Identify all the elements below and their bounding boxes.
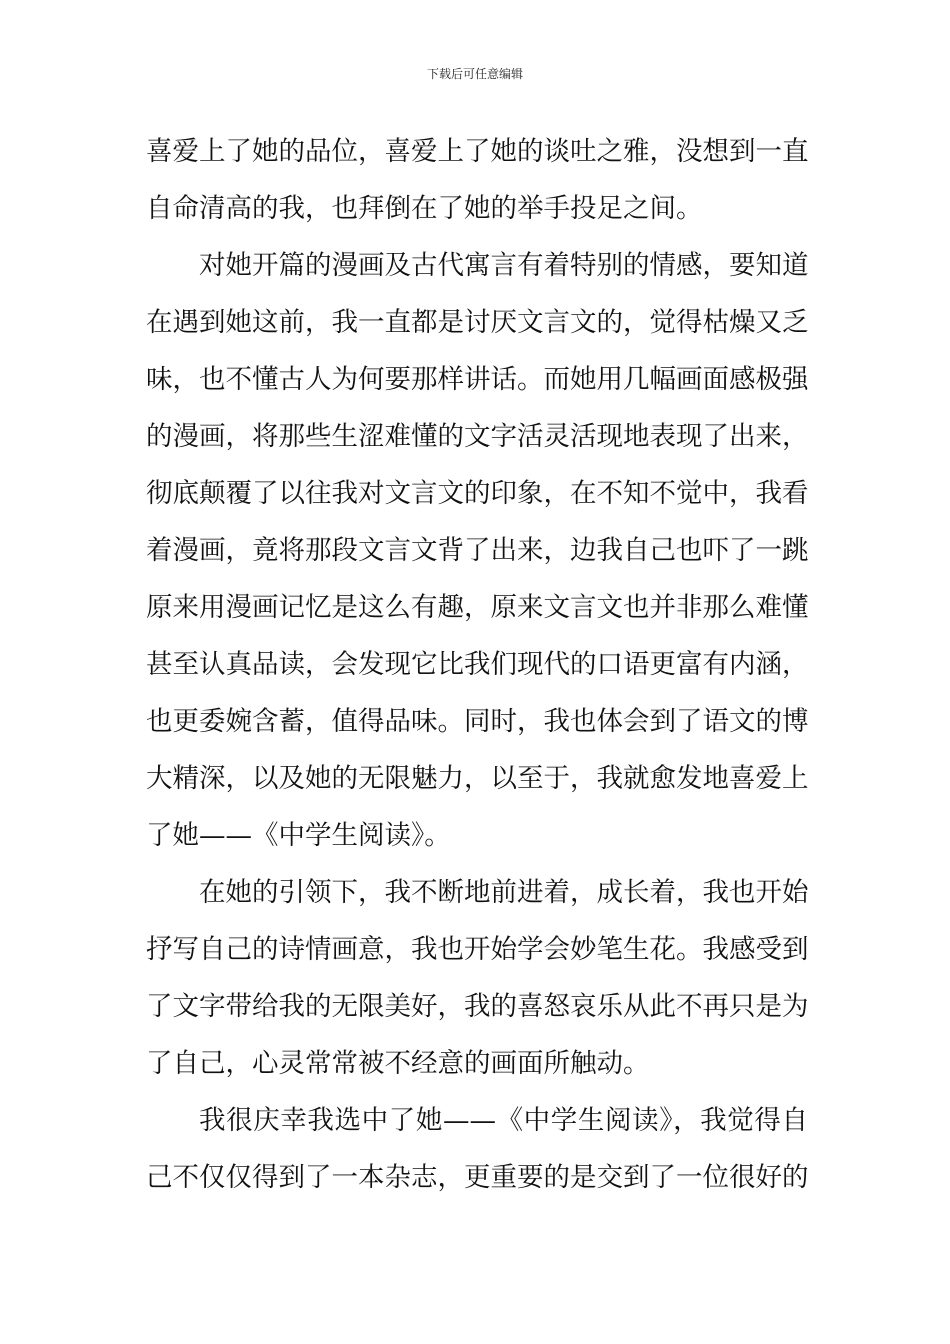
text-line: 自命清高的我，也拜倒在了她的举手投足之间。 [146,193,703,224]
text-line: 着漫画，竟将那段文言文背了出来，边我自己也吓了一跳 [146,535,809,566]
paragraph-first-line: 对她开篇的漫画及古代寓言有着特别的情感，要知道 [199,250,809,281]
text-line: 抒写自己的诗情画意，我也开始学会妙笔生花。我感受到 [146,934,809,965]
text-line: 也更委婉含蓄，值得品味。同时，我也体会到了语文的博 [146,706,809,737]
text-line: 大精深，以及她的无限魅力，以至于，我就愈发地喜爱上 [146,763,809,794]
text-line: 了她——《中学生阅读》。 [146,820,451,851]
text-line: 了文字带给我的无限美好，我的喜怒哀乐从此不再只是为 [146,991,809,1022]
text-line: 彻底颠覆了以往我对文言文的印象，在不知不觉中，我看 [146,478,809,509]
paragraph-first-line: 我很庆幸我选中了她——《中学生阅读》，我觉得自 [199,1105,808,1136]
paragraph-first-line: 在她的引领下，我不断地前进着，成长着，我也开始 [199,877,809,908]
text-line: 原来用漫画记忆是这么有趣，原来文言文也并非那么难懂 [146,592,809,623]
text-line: 味，也不懂古人为何要那样讲话。而她用几幅画面感极强 [146,364,809,395]
text-line: 在遇到她这前，我一直都是讨厌文言文的，觉得枯燥又乏 [146,307,809,338]
text-line: 喜爱上了她的品位，喜爱上了她的谈吐之雅，没想到一直 [146,136,809,167]
page-header: 下载后可任意编辑 [426,67,523,81]
text-line: 的漫画，将那些生涩难懂的文字活灵活现地表现了出来， [146,421,809,452]
text-line: 甚至认真品读，会发现它比我们现代的口语更富有内涵， [146,649,809,680]
text-line: 己不仅仅得到了一本杂志，更重要的是交到了一位很好的 [146,1162,809,1193]
text-line: 了自己，心灵常常被不经意的画面所触动。 [146,1048,650,1079]
body-text [146,127,808,1210]
